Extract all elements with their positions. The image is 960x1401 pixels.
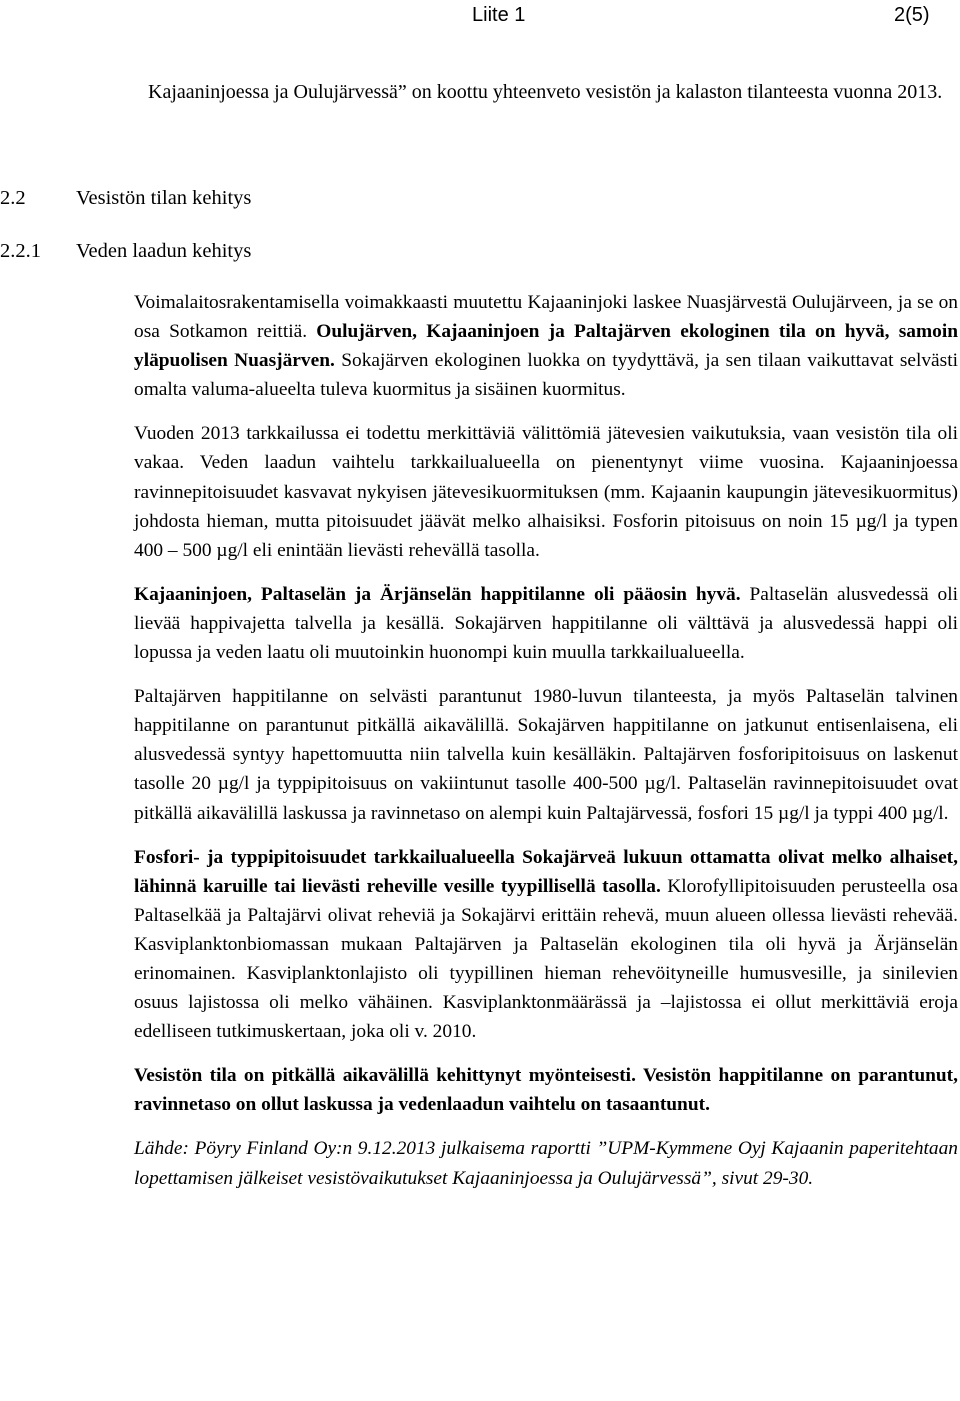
p1-bold: Oulujärven, Kajaaninjoen ja Paltajärven ekologinen tila on hyvä, samoin yläpuolisen Nuasjärven. (134, 321, 958, 372)
page-number: 2(5) (894, 4, 930, 26)
p5-bold: Fosfori- ja typpipitoisuudet tarkkailualueella Sokajärveä lukuun ottamatta olivat melko alhaiset, lähinnä karuille tai lievästi reheville vesille tyypillisellä tasolla. (134, 846, 958, 897)
section-title: Vesistön tilan kehitys (76, 187, 252, 209)
intro-text: Kajaaninjoessa ja Oulujärvessä” on koottu yhteenveto vesistön ja kalaston tilanteesta vuonna 2013. (148, 81, 943, 103)
subsection-title: Veden laadun kehitys (76, 240, 252, 262)
section-heading (0, 187, 251, 210)
section-number: 2.2 (0, 187, 26, 209)
p6-bold: Vesistön tila on pitkällä aikavälillä kehittynyt myönteisesti. Vesistön happitilanne on parantunut, ravinnetaso on ollut laskussa ja vedenlaadun vaihtelu on tasaantunut. (134, 1065, 958, 1116)
body-text (134, 288, 958, 1208)
paragraph-3 (134, 580, 958, 667)
subsection-number: 2.2.1 (0, 240, 41, 262)
p3-bold: Kajaaninjoen, Paltaselän ja Ärjänselän happitilanne oli pääosin hyvä. (134, 583, 741, 605)
page-header (0, 0, 960, 40)
subsection-heading (0, 240, 251, 263)
appendix-label: Liite 1 (472, 4, 526, 26)
p5-text: Klorofyllipitoisuuden perusteella osa Paltaselkää ja Paltajärvi olivat reheviä ja Sokajärvi erittäin rehevä, muun alueen ollessa lievästi rehevää. Kasviplanktonbiomassan mukaan Paltajärven ja Paltaselän ekologinen tila oli hyvä ja Ärjänselän erinomainen. Kasviplanktonlajisto oli tyypillinen hieman rehevöityneille humusvesille, ja sinilevien osuus lajistossa oli melko vähäinen. Kasviplanktonmäärässä ja –lajistossa ei ollut merkittäviä eroja edelliseen tutkimuskertaan, joka oli v. 2010. (134, 875, 958, 1043)
paragraph-2: Vuoden 2013 tarkkailussa ei todettu merkittäviä välittömiä jätevesien vaikutuksia, vaan vesistön tila oli vakaa. Veden laadun vaihtelu tarkkailualueella on pienentynyt viime vuosina. Kajaaninjoessa ravinnepitoisuudet kasvavat nykyisen jätevesikuormituksen (mm. Kajaanin kaupungin jätevesikuormitus) johdosta hieman, mutta pitoisuudet jäävät melko alhaisiksi. Fosforin pitoisuus on noin 15 µg/l ja typen 400 – 500 µg/l eli enintään lievästi rehevällä tasolla. (134, 423, 958, 561)
p1-text-c: Sokajärven ekologinen luokka on tyydyttävä, ja sen tilaan vaikuttavat selvästi omalta valuma-alueelta tuleva kuormitus ja sisäinen kuormitus. (134, 350, 958, 401)
paragraph-1 (134, 288, 958, 404)
paragraph-6 (134, 1061, 958, 1119)
source-citation: Lähde: Pöyry Finland Oy:n 9.12.2013 julkaisema raportti ”UPM-Kymmene Oyj Kajaanin paperitehtaan lopettamisen jälkeiset vesistövaikutukset Kajaaninjoessa ja Oulujärvessä”, sivut 29-30. (134, 1138, 958, 1189)
p3-text: Paltaselän alusvedessä oli lievää happivajetta talvella ja kesällä. Sokajärven happitilanne oli välttävä ja alusvedessä happi oli lopussa ja veden laatu oli muutoinkin huonompi kuin muulla tarkkailualueella. (134, 583, 958, 664)
paragraph-4: Paltajärven happitilanne on selvästi parantunut 1980-luvun tilanteesta, ja myös Paltaselän talvinen happitilanne on parantunut pitkällä aikavälillä. Sokajärven happitilanne on jatkunut entisenlaisena, eli alusvedessä syntyy hapettomuutta niin talvella kuin kesälläkin. Paltajärven fosforipitoisuus on laskenut tasolle 20 µg/l ja typpipitoisuus on vakiintunut tasolle 400-500 µg/l. Paltaselän ravinnepitoisuudet ovat pitkällä aikavälillä laskussa ja ravinnetaso on alempi kuin Paltajärvessä, fosfori 15 µg/l ja typpi 400 µg/l. (134, 686, 958, 824)
p1-text-a: Voimalaitosrakentamisella voimakkaasti muutettu Kajaaninjoki laskee Nuasjärvestä Oulujärveen, ja se on osa Sotkamon reittiä. (134, 292, 958, 343)
paragraph-5 (134, 843, 958, 1047)
